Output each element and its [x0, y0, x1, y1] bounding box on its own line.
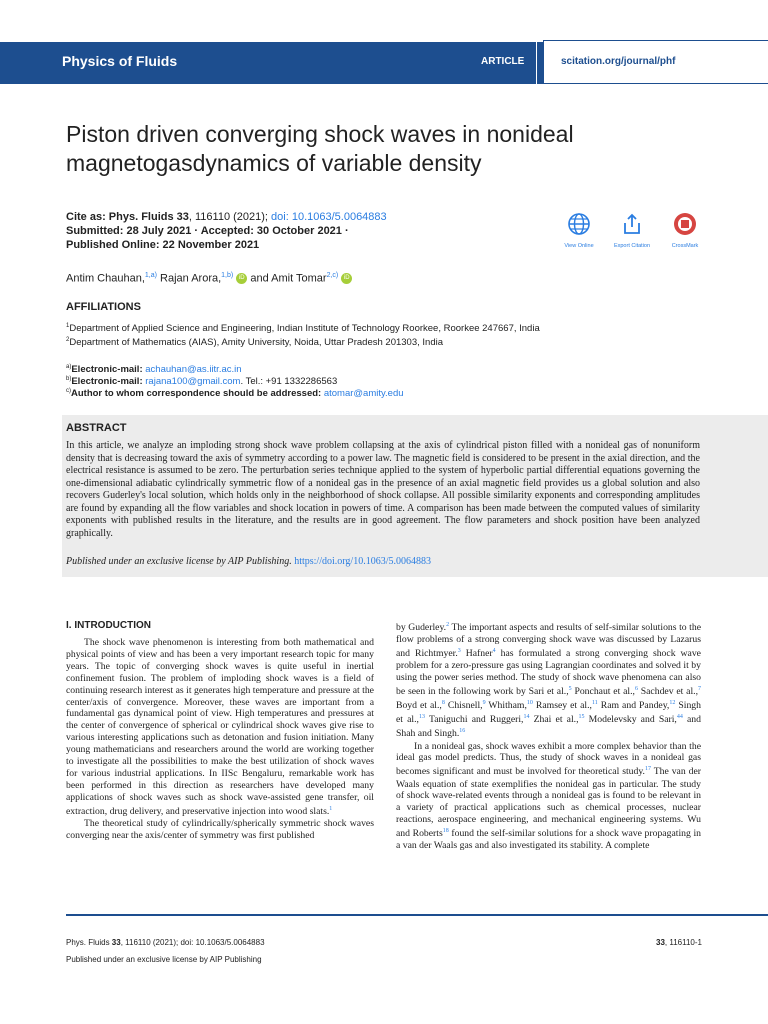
export-citation-label: Export Citation: [613, 243, 651, 249]
doi-link[interactable]: https://doi.org/10.1063/5.0064883: [294, 556, 431, 567]
email-author-c: $^{c)}$Author to whom correspondence should be addressed: atomar@amity.edu: [66, 388, 404, 400]
author-3-affil: 2,c): [326, 272, 339, 279]
citation-ref[interactable]: 16: [459, 728, 466, 735]
affiliations-heading: AFFILIATIONS: [66, 301, 141, 313]
journal-url-link[interactable]: scitation.org/journal/phf: [561, 56, 676, 67]
abstract-text: In this article, we analyze an imploding strong shock wave problem collapsing at the axis of cylindrical piston filled with a nonideal gas of nonuniform density that is decreasing toward the axis of symmetry according to a power law. The magnetic field is considered to be present in the axial direction, and the electrical resistance is assumed to be zero. The perturbation series technique applied to the system of hyperbolic partial differential equations governing the one-dimensional adiabatic cylindrically symmetric flow of a nonideal gas in the presence of an axial magnetic field provides us a global solution and also recovers Guderley's local solution, which holds only in the neighborhood of shock collapse. All possible similarity exponents and corresponding amplitudes are found by expanding all the flow variables and shock location in powers of time. A comparison has been made between the computed values of similarity exponents with published results in the literature, and the results are in good agreement. The flow parameters and shock position have been analyzed graphically.: [66, 440, 700, 539]
article-title: [66, 120, 726, 178]
citation-ref[interactable]: 4: [492, 648, 496, 655]
author-2-affil: 1,b): [221, 272, 234, 279]
citation-ref[interactable]: 9: [482, 700, 486, 707]
abstract-heading: ABSTRACT: [66, 422, 127, 434]
section-heading-introduction: I. INTRODUCTION: [66, 620, 151, 631]
citation-ref[interactable]: 17: [644, 766, 651, 773]
cite-label: Cite as: Phys. Fluids: [66, 211, 177, 223]
citation-ref[interactable]: 12: [669, 700, 676, 707]
citation-ref[interactable]: 1: [329, 805, 333, 812]
intro-paragraph-2: The theoretical study of cylindrically/spherically symmetric shock waves converging near the axis/center of symmetry was first published: [66, 817, 374, 841]
abstract-license: Published under an exclusive license by AIP Publishing. https://doi.org/10.1063/5.0064883: [66, 556, 431, 567]
view-online-button[interactable]: [549, 212, 609, 249]
citation-block: [66, 210, 387, 252]
left-column: [66, 637, 374, 842]
submission-dates: Submitted: 28 July 2021 · Accepted: 30 October 2021 ·: [66, 225, 349, 237]
email-author-b: $^{b)}$Electronic-mail: rajana100@gmail.com. Tel.: +91 1332286563: [66, 376, 338, 388]
email-link-b[interactable]: rajana100@gmail.com: [145, 376, 241, 388]
page-number: 33, 116110-1: [656, 938, 702, 947]
header-divider: [536, 42, 537, 84]
citation-ref[interactable]: 14: [523, 714, 530, 721]
footer-citation: Phys. Fluids 33, 116110 (2021); doi: 10.1063/5.0064883: [66, 938, 265, 947]
view-online-label: View Online: [564, 243, 594, 249]
crossmark-button[interactable]: [655, 212, 715, 249]
email-link-c[interactable]: atomar@amity.edu: [323, 388, 404, 400]
affiliation-1: $^1$Department of Applied Science and Engineering, Indian Institute of Technology Roorkee, Roorkee 247667, India: [66, 323, 540, 335]
citation-ref[interactable]: 2: [446, 622, 450, 628]
title-line-1: Piston driven converging shock waves in nonideal: [66, 121, 574, 147]
citation-ref[interactable]: 5: [568, 686, 572, 692]
cite-doi-link[interactable]: doi: 10.1063/5.0064883: [271, 211, 387, 223]
author-3[interactable]: and Amit Tomar: [247, 272, 327, 285]
journal-url-box[interactable]: [543, 40, 768, 84]
author-1[interactable]: Antim Chauhan,: [66, 272, 145, 285]
intro-paragraph-4: In a nonideal gas, shock waves exhibit a more complex behavior than the ideal gas model predicts. Thus, the study of shock waves in a nonideal gas becomes significant and must be involved for theoretical study.$^{17}$ The van der Waals equation of state exemplifies the nonideal gas in particular. The study of shock wave-related events through a nonideal gas is found to be relevant in a variety of practical applications such as chemical processes, nuclear reactions, aerospace engineering, and mechanical engineering systems. Wu and Roberts$^{18}$ found the self-similar solutions for a shock wave propagating in a van der Waals gas and also investigated its stability. A complete: [396, 740, 701, 852]
cite-volume: 33: [176, 211, 189, 223]
orcid-icon[interactable]: iD: [236, 273, 247, 284]
citation-ref[interactable]: 13: [418, 714, 425, 721]
footer-license: Published under an exclusive license by AIP Publishing: [66, 955, 262, 964]
cite-rest: , 116110 (2021);: [188, 211, 272, 223]
crossmark-label: CrossMark: [671, 243, 699, 249]
affiliation-2: $^2$Department of Mathematics (AIAS), Amity University, Noida, Uttar Pradesh 201303, India: [66, 337, 443, 349]
citation-ref[interactable]: 11: [591, 700, 598, 707]
citation-ref[interactable]: 44: [676, 714, 683, 721]
intro-paragraph-3: by Guderley.$^2$ The important aspects and results of self-similar solutions to the flow problems of a strong converging shock wave was discussed by Lazarus and Richtmyer.$^3$ Hafner$^4$ has formulated a strong converging shock wave problem for a zero-pressure gas using Lagrangian coordinates and solved it by using the power series method. The study of shock wave phenomena can also be seen in the following work by Sari et al.,$^5$ Ponchaut et al.,$^6$ Sachdev et al.,$^7$ Boyd et al.,$^8$ Chisnell,$^9$ Whitham,$^{10}$ Ramsey et al.,$^{11}$ Ram and Pandey,$^{12}$ Singh et al.,$^{13}$ Taniguchi and Ruggeri,$^{14}$ Zhai et al.,$^{15}$ Modelevsky and Sari,$^{44}$ and Shah and Singh.$^{16}$: [396, 622, 702, 740]
journal-header: [0, 42, 768, 84]
journal-name[interactable]: Physics of Fluids: [62, 53, 178, 69]
citation-ref[interactable]: 10: [526, 700, 533, 707]
export-icon: [620, 212, 644, 236]
crossmark-icon: [673, 212, 697, 236]
email-link-a[interactable]: achauhan@as.iitr.ac.in: [145, 364, 242, 376]
citation-ref[interactable]: 18: [442, 828, 449, 835]
citation-ref[interactable]: 3: [457, 648, 461, 655]
citation-ref[interactable]: 8: [441, 700, 445, 707]
publication-date: Published Online: 22 November 2021: [66, 239, 260, 251]
email-author-a: $^{a)}$Electronic-mail: achauhan@as.iitr.ac.in: [66, 364, 242, 376]
title-line-2: magnetogasdynamics of variable density: [66, 150, 482, 176]
orcid-icon[interactable]: iD: [341, 273, 352, 284]
citation-ref[interactable]: 6: [634, 686, 638, 692]
intro-paragraph-1: The shock wave phenomenon is interesting from both mathematical and physical points of view and has been a very important research topic for many years. The topic of converging shock waves is quite useful in inertial confinement fusion. The problem of imploding shock waves is a field of continuing research interest as it generates high temperature and pressure at the center/axis of convergence. Moreover, these waves are important from a fundamental gas dynamical point of view. High temperatures and pressures at the center of convergence of spherical or cylindrical shock waves give rise to various interesting applications such as detonation and fusion initiation. Many young mathematicians and researchers around the world are working together to investigate all the possibilities to make the best utilization of shock waves for various industrial applications. In IISc Bengaluru, remarkable work has been performed in this direction as researchers have developed many applications of shock waves such as shock wave-assisted gene transfer, oil extraction, drug delivery, and preservative injection into wood slats.$^1$: [66, 637, 374, 817]
author-1-affil: 1,a): [144, 272, 157, 279]
author-2[interactable]: Rajan Arora,: [156, 272, 222, 285]
right-column: [396, 620, 701, 852]
globe-icon: [567, 212, 591, 236]
citation-ref[interactable]: 15: [578, 714, 585, 721]
citation-ref[interactable]: 7: [698, 686, 701, 692]
export-citation-button[interactable]: [602, 212, 662, 249]
article-type-tag: ARTICLE: [481, 56, 525, 67]
author-list: [66, 272, 352, 285]
footer-divider: [66, 914, 768, 916]
cite-line: [66, 210, 387, 224]
